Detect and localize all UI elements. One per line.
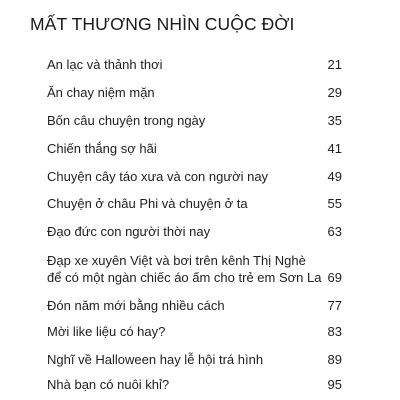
entry-page-number: 63 [327, 224, 342, 239]
entry-page-number: 35 [327, 113, 342, 128]
entry-page-number: 83 [327, 324, 342, 339]
entry-title: Chuyện cây táo xưa và con người nay [47, 169, 269, 184]
entry-title: Nhà bạn có nuôi khỉ? [47, 377, 170, 392]
entry-title: Mời like liệu có hay? [47, 324, 166, 339]
entry-title-line-1: Đạp xe xuyên Việt và bơi trên kênh Thị Nghè [47, 253, 306, 268]
entry-title: Đạo đức con người thời nay [47, 224, 211, 239]
entry-page-number: 55 [327, 196, 342, 211]
entry-page-number: 21 [327, 57, 342, 72]
entry-page-number: 89 [327, 352, 342, 367]
entry-page-number: 69 [327, 270, 342, 285]
entry-page-number: 77 [327, 298, 342, 313]
entry-title: Đón năm mới bằng nhiều cách [47, 298, 225, 313]
entry-title: Nghĩ về Halloween hay lễ hội trá hình [47, 352, 264, 367]
entry-title-line-2: để có một ngàn chiếc áo ấm cho trẻ em Sơn La [47, 270, 322, 285]
entry-title: Ăn chay niệm mặn [47, 85, 155, 100]
entry-title: Chiến thắng sợ hãi [47, 141, 157, 156]
entry-title: Chuyện ở châu Phi và chuyện ở ta [47, 196, 248, 211]
entry-page-number: 49 [327, 169, 342, 184]
entry-page-number: 41 [327, 141, 342, 156]
entry-page-number: 95 [327, 377, 342, 392]
entry-title: Bốn câu chuyện trong ngày [47, 113, 206, 128]
section-title: MẤT THƯƠNG NHÌN CUỘC ĐỜI [30, 14, 295, 34]
entry-title: An lạc và thảnh thơi [47, 57, 163, 72]
entry-page-number: 29 [327, 85, 342, 100]
